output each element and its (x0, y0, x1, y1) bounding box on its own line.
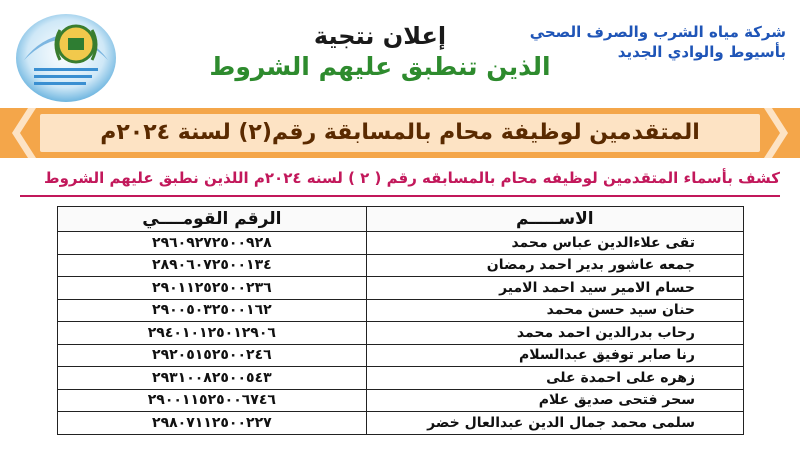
company-name-line1: شركة مياه الشرب والصرف الصحي (529, 23, 786, 41)
candidate-name: زهره على احمدة على (366, 367, 743, 390)
job-banner (0, 108, 800, 158)
table-row (58, 412, 744, 435)
candidate-name: حسام الامير سيد احمد الامير (366, 277, 743, 300)
candidate-national-id: ٢٩٤٠١٠١٢٥٠١٢٩٠٦ (58, 322, 367, 345)
company-seal-icon (12, 8, 120, 104)
company-name (530, 22, 786, 63)
candidate-name: جمعه عاشور بدير احمد رمضان (366, 254, 743, 277)
page-header (0, 0, 800, 108)
candidate-name: تقى علاءالدين عباس محمد (366, 232, 743, 255)
column-header-name: الاســـــم (366, 207, 743, 232)
candidate-national-id: ٢٩٨٠٧١١٢٥٠٠٢٢٧ (58, 412, 367, 435)
table-row (58, 367, 744, 390)
candidate-national-id: ٢٨٩٠٦٠٧٢٥٠٠١٣٤ (58, 254, 367, 277)
candidate-name: رحاب بدرالدين احمد محمد (366, 322, 743, 345)
candidate-national-id: ٢٩٢٠٥١٥٢٥٠٠٢٤٦ (58, 344, 367, 367)
job-banner-box (40, 114, 760, 152)
table-row (58, 232, 744, 255)
job-banner-text: المتقدمين لوظيفة محام بالمسابقة رقم(٢) لسنة ٢٠٢٤م (100, 120, 700, 145)
table-header-row (58, 207, 744, 232)
table-row (58, 389, 744, 412)
candidates-table (57, 206, 744, 435)
table-row (58, 254, 744, 277)
company-name-line2: بأسيوط والوادي الجديد (617, 43, 786, 62)
candidate-name: سحر فتحى صديق علام (366, 389, 743, 412)
page-subtitle: الذين تنطبق عليهم الشروط (209, 52, 551, 81)
column-header-national-id: الرقم القومــــي (58, 207, 367, 232)
list-caption: كشف بأسماء المتقدمين لوظيفه محام بالمسابقه رقم ( ٢ ) لسنه ٢٠٢٤م اللذين نطبق عليهم الشروط (43, 169, 780, 187)
page-title: إعلان نتجية (313, 22, 447, 50)
chevron-left-icon (6, 108, 36, 158)
table-row (58, 344, 744, 367)
announcement-titles (190, 22, 570, 81)
caption-divider (20, 195, 780, 197)
chevron-right-icon (764, 108, 794, 158)
candidate-name: حنان سيد حسن محمد (366, 299, 743, 322)
candidate-national-id: ٢٩٣١٠٠٨٢٥٠٠٥٤٣ (58, 367, 367, 390)
table-row (58, 277, 744, 300)
table-row (58, 322, 744, 345)
candidate-name: رنا صابر توفيق عبدالسلام (366, 344, 743, 367)
candidate-national-id: ٢٩٠٠١١٥٢٥٠٠٦٧٤٦ (58, 389, 367, 412)
candidate-name: سلمى محمد جمال الدين عبدالعال خضر (366, 412, 743, 435)
candidate-national-id: ٢٩٦٠٩٢٧٢٥٠٠٩٢٨ (58, 232, 367, 255)
candidate-national-id: ٢٩٠١١٢٥٢٥٠٠٢٣٦ (58, 277, 367, 300)
table-row (58, 299, 744, 322)
candidate-national-id: ٢٩٠٠٥٠٣٢٥٠٠١٦٢ (58, 299, 367, 322)
